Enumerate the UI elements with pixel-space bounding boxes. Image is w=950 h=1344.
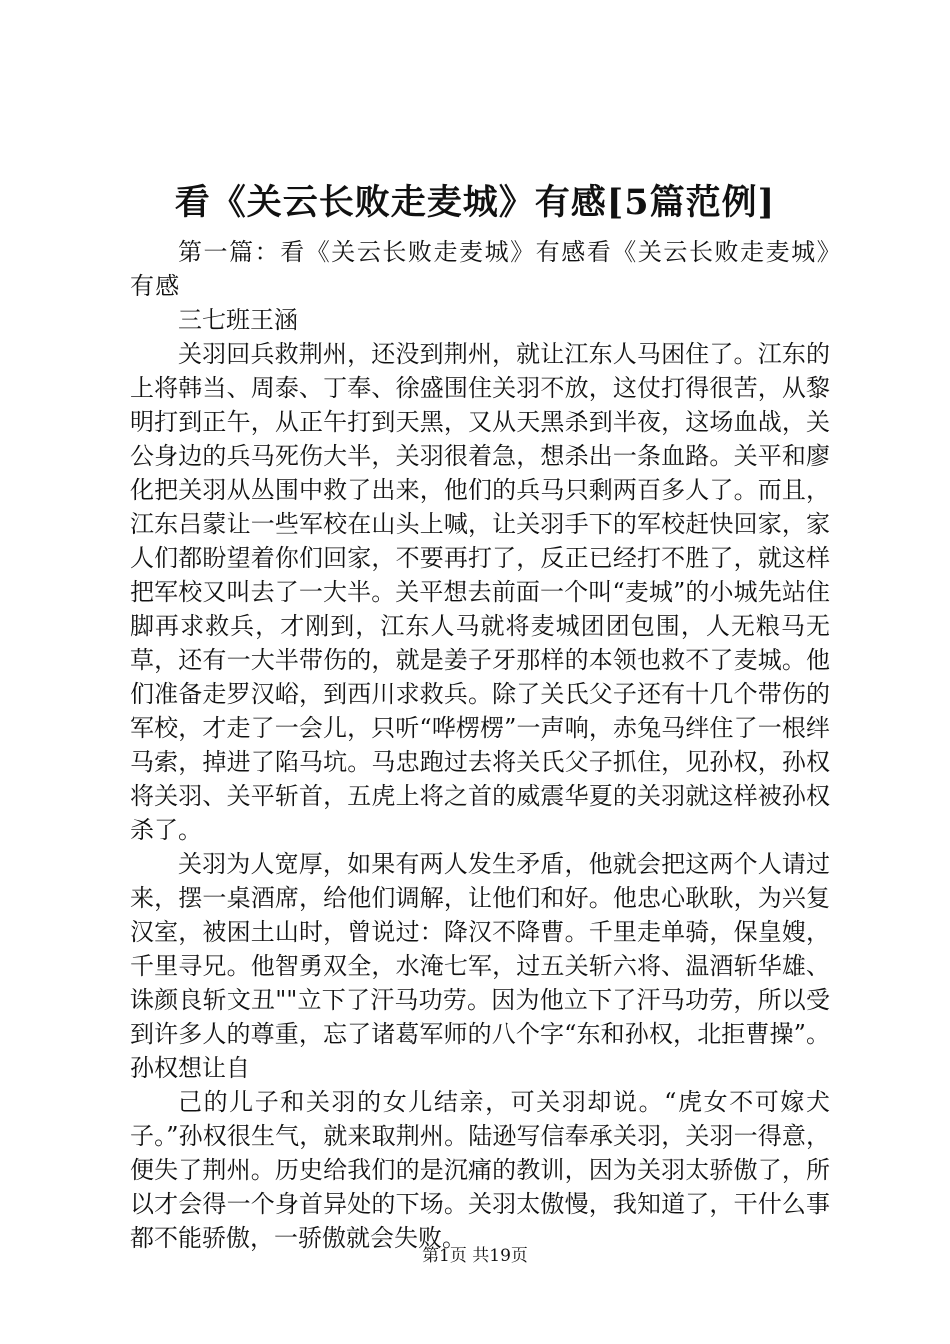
document-title: 看《关云长败走麦城》有感[5篇范例]: [174, 182, 776, 223]
paragraph-author: 三七班王涵: [178, 306, 298, 334]
paragraph-character: 关羽为人宽厚，如果有两人发生矛盾，他就会把这两个人请过来，摆一桌酒席，给他们调解，让他们和好。他忠心耿耿，为兴复汉室，被困土山时，曾说过：降汉不降曹。千里走单骑，保皇嫂，千里寻兄。他智勇双全，水淹七军，过五关斩六将、温酒斩华雄、诛颜良斩文丑""立下了汗马功劳。因为他立下了汗马功劳，所以受到许多人的尊重，忘了诸葛军师的八个字“东和孙权，北拒曹操”。孙权想让自: [130, 850, 830, 1082]
paragraph-lesson: 己的儿子和关羽的女儿结亲，可关羽却说。“虎女不可嫁犬子。”孙权很生气，就来取荆州。陆逊写信奉承关羽，关羽一得意，便失了荆州。历史给我们的是沉痛的教训，因为关羽太骄傲了，所以才会得一个身首异处的下场。关羽太傲慢，我知道了，干什么事都不能骄傲，一骄傲就会失败。: [130, 1088, 830, 1252]
paragraph-story: 关羽回兵救荆州，还没到荆州，就让江东人马困住了。江东的上将韩当、周泰、丁奉、徐盛围住关羽不放，这仗打得很苦，从黎明打到正午，从正午打到天黑，又从天黑杀到半夜，这场血战，关公身边的兵马死伤大半，关羽很着急，想杀出一条血路。关平和廖化把关羽从丛围中救了出来，他们的兵马只剩两百多人了。而且，江东吕蒙让一些军校在山头上喊，让关羽手下的军校赶快回家，家人们都盼望着你们回家，不要再打了，反正已经打不胜了，就这样把军校又叫去了一大半。关平想去前面一个叫“麦城”的小城先站住脚再求救兵，才刚到，江东人马就将麦城团团包围，人无粮马无草，还有一大半带伤的，就是姜子牙那样的本领也救不了麦城。他们准备走罗汉峪，到西川求救兵。除了关氏父子还有十几个带伤的军校，才走了一会儿，只听“哗楞楞”一声响，赤兔马绊住了一根绊马索，掉进了陷马坑。马忠跑过去将关氏父子抓住，见孙权，孙权将关羽、关平斩首，五虎上将之首的威震华夏的关羽就这样被孙权杀了。: [130, 340, 830, 844]
paragraph-section-heading: 第一篇：看《关云长败走麦城》有感看《关云长败走麦城》有感: [130, 238, 830, 300]
page-footer: 第1页 共19页: [422, 1246, 528, 1266]
document-body: [130, 235, 830, 1255]
